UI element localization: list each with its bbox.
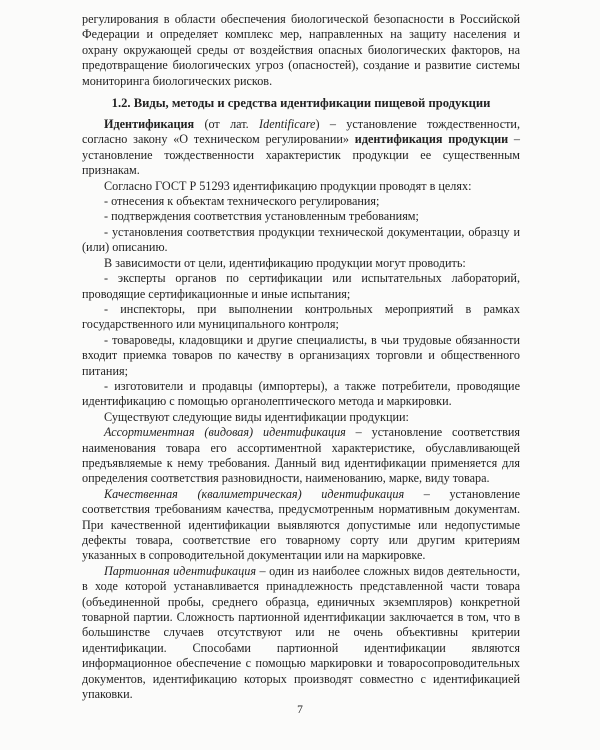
page-number: 7	[297, 704, 303, 716]
types-intro: Существуют следующие виды идентификации продукции:	[104, 409, 409, 424]
performer-item: - товароведы, кладовщики и другие специалисты, в чьи трудовые обязанности входит приемка товаров по качеству в организациях торговли и общественного питания;	[82, 332, 520, 378]
definition-paragraph	[82, 117, 520, 179]
type-assortment-paragraph	[82, 425, 520, 487]
type-name: Качественная (квалиметрическая) идентификация	[104, 486, 405, 501]
opening-paragraph: регулирования в области обеспечения биологической безопасности в Российской Федерации и определяет комплекс мер, направленных на защиту населения и охрану окружающей среды от воздействия опасных биологических факторов, на предотвращение биологических угроз (опасностей), создание и развитие системы мониторинга биологических рисков.	[82, 12, 520, 88]
definition-term: Идентификация	[104, 117, 195, 132]
gost-purpose-item: - отнесения к объектам технического регулирования;	[104, 194, 380, 209]
definition-text-3: – установление тождественности характеристик продукции ее существенным признакам.	[82, 132, 520, 178]
type-text: – установление соответствия наименования товара его ассортиментной характеристике, обуславливающей предъявляемые к нему требования. Данный вид идентификации применяется для определения соответствия разновидности, наименованию, марке, виду товара.	[82, 425, 520, 486]
performer-item: - изготовители и продавцы (импортеры), а также потребители, проводящие идентификацию с помощью органолептического метода и маркировки.	[82, 378, 520, 409]
latin-word: Identificare	[259, 117, 316, 132]
performers-intro: В зависимости от цели, идентификацию продукции могут проводить:	[104, 255, 466, 270]
definition-text-1: (от лат.	[194, 117, 260, 132]
definition-text-2: ) – установление тождественности, согласно закону «О техническом регулировании»	[82, 117, 520, 147]
definition-term-2: идентификация продукции	[354, 132, 509, 147]
performer-item: - эксперты органов по сертификации или испытательных лабораторий, проводящие сертификационные и иные испытания;	[82, 271, 520, 301]
gost-purpose-item: - подтверждения соответствия установленным требованиям;	[104, 209, 419, 224]
type-text: – установление соответствия требованиям качества, предусмотренным нормативным документам. При качественной идентификации выявляются допустимые или недопустимые дефекты товара, соответствие его товарному сорту или другим критериям указанных в сопроводительной документации или на маркировке.	[82, 486, 521, 563]
performer-item: - инспекторы, при выполнении контрольных мероприятий в рамках государственного или муниципального контроля;	[82, 301, 520, 332]
section-heading: 1.2. Виды, методы и средства идентификации пищевой продукции	[111, 96, 491, 111]
type-name: Партионная идентификация	[104, 563, 257, 578]
type-quality-paragraph	[82, 487, 520, 564]
type-text: – один из наиболее сложных видов деятельности, в ходе которой устанавливается принадлежность представленной части товара (объединенной пробы, среднего образца, единичных экземпляров) конкретной товарной партии. Сложность партионной идентификации заключается в том, что в большинстве случаев отсутствуют или не очень объективны критерии идентификации. Способами партионной идентификации являются информационное обеспечение с помощью маркировки и товаросопроводительных документов, идентификацию которых производят совместно с идентификацией упаковки.	[82, 563, 520, 702]
gost-intro: Согласно ГОСТ Р 51293 идентификацию продукции проводят в целях:	[104, 178, 472, 193]
type-name: Ассортиментная (видовая) идентификация	[104, 425, 346, 440]
gost-purpose-item: - установления соответствия продукции технической документации, образцу и (или) описанию.	[82, 224, 520, 255]
type-batch-paragraph	[82, 564, 520, 703]
